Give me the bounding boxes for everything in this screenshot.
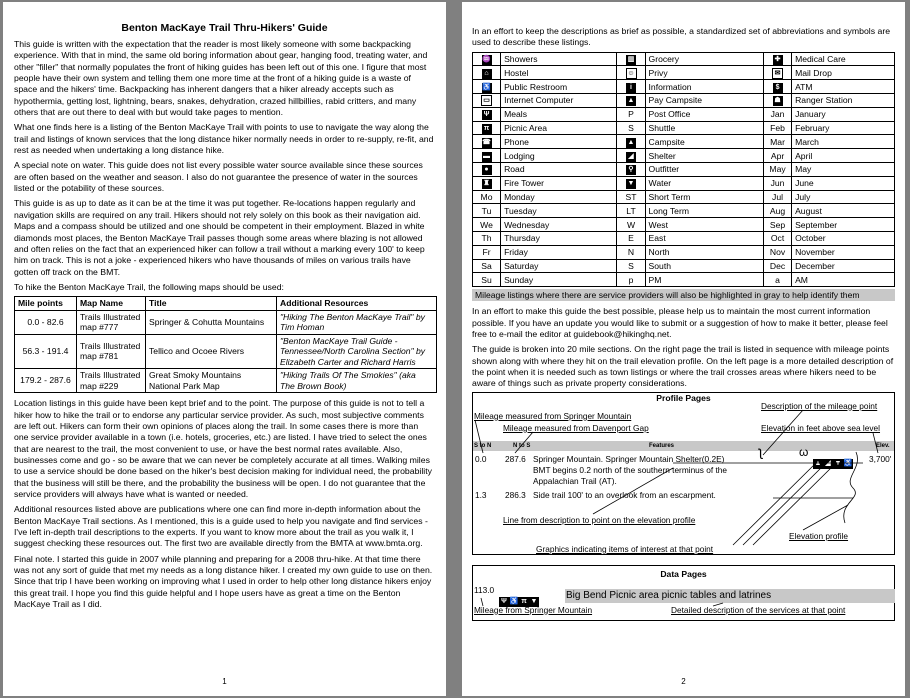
abbr-label: August <box>792 204 895 218</box>
mile-s-to-n: 0.0 <box>475 453 487 464</box>
abbr-label: January <box>792 107 895 121</box>
abbr-symbol-cell <box>764 80 792 94</box>
table-cell: Trails Illustrated map #781 <box>77 334 146 369</box>
n-to-s-header: N to S <box>513 442 531 449</box>
privy-icon: ☺ <box>627 69 635 77</box>
abbr-code: Sa <box>473 259 501 273</box>
abbr-row <box>473 149 895 163</box>
table-cell: Tellico and Ocoee Rivers <box>146 334 277 369</box>
abbr-code: S <box>617 121 645 135</box>
abbr-label: April <box>792 149 895 163</box>
abbr-label: ATM <box>792 80 895 94</box>
table-cell: "Benton MacKaye Trail Guide - Tennessee/North Carolina Section" by Elizabeth Carter and Richard Harris <box>277 334 437 369</box>
abbr-label: Shelter <box>645 149 763 163</box>
restroom-icon: ♿ <box>482 83 491 91</box>
abbr-code: May <box>764 163 792 177</box>
abbr-label: Shuttle <box>645 121 763 135</box>
table-cell: Trails Illustrated map #777 <box>77 310 146 334</box>
detailed-description-label: Detailed description of the services at that point <box>671 604 846 615</box>
abbr-row <box>473 94 895 108</box>
intro-paragraph: This guide is written with the expectation that the reader is most likely someone with some backpacking experience. With that in mind, the same old boring information about gear, hanging food, treating water, and other "filler" that normally populates the front of hiking guides has been left out of this one. I figure that most people have their own system and telling them one more time at the front of a hiking guide is a waste of space and the hikers' time. Backpacking has inherent dangers that a hiker already accepts such as hypothermia, getting lost, lightning, bears, snakes, dehydration, crazed hillbillies, rabid critters, and many others that are out there to deal with but would take pages to mention. <box>14 39 428 118</box>
abbr-label: Wednesday <box>501 218 617 232</box>
abbr-label: North <box>645 245 763 259</box>
table-cell: "Hiking The Benton MacKaye Trail" by Tim Homan <box>277 310 437 334</box>
abbr-row <box>473 204 895 218</box>
abbr-code: Apr <box>764 149 792 163</box>
graphics-label: Graphics indicating items of interest at that point <box>536 543 714 554</box>
abbr-row <box>473 190 895 204</box>
mile-n-to-s: 286.3 <box>505 489 526 500</box>
abbr-symbol-cell <box>617 80 645 94</box>
abbr-code: Aug <box>764 204 792 218</box>
abbr-symbol-cell <box>473 163 501 177</box>
abbr-label: Tuesday <box>501 204 617 218</box>
table-header: Title <box>146 297 277 311</box>
abbr-label: Fire Tower <box>501 176 617 190</box>
abbr-code: Feb <box>764 121 792 135</box>
abbr-label: Monday <box>501 190 617 204</box>
abbr-label: Ranger Station <box>792 94 895 108</box>
table-header-row <box>15 297 437 311</box>
data-springer-label: Mileage from Springer Mountain <box>474 604 593 615</box>
abbr-symbol-cell <box>473 80 501 94</box>
abbr-row <box>473 135 895 149</box>
point-description: Side trail 100' to an overlook from an escarpment. <box>533 489 716 500</box>
abbr-row <box>473 273 895 287</box>
abbr-code: We <box>473 218 501 232</box>
water-icon: ▼ <box>627 180 635 188</box>
abbr-symbol-cell <box>617 52 645 66</box>
final-note-paragraph: Final note. I started this guide in 2007 while planning and preparing for a 2008 thru-hike. At that time there was not any sort of guide that met my needs as a long distance hiker. I created my own guide to use on then. Since that trip I have been working on improving what I used in order to help other long distance hikers enjoy this great trail. I hope you find this guide helpful and I hope users have as great a time on the Benton MacKaye Trail as I did. <box>14 553 433 610</box>
abbr-label: West <box>645 218 763 232</box>
abbr-code: P <box>617 107 645 121</box>
campsite-icon: ▲ <box>627 138 635 146</box>
profile-pages-box <box>472 392 895 555</box>
mail-icon: ✉ <box>772 68 783 79</box>
table-row <box>15 334 437 369</box>
picnic-icon: π <box>482 124 492 134</box>
abbr-code: Sep <box>764 218 792 232</box>
abbr-label: March <box>792 135 895 149</box>
abbr-code: Fr <box>473 245 501 259</box>
elevation-header: Elev. <box>876 442 890 449</box>
abbr-label: Showers <box>501 52 617 66</box>
abbr-label: Road <box>501 163 617 177</box>
abbr-code: S <box>617 259 645 273</box>
abbr-symbol-cell <box>473 176 501 190</box>
location-paragraph: Location listings in this guide have been kept brief and to the point. The purpose of this guide is not to tell a hiker how to hike the trail or to endorse any particular service provider. As such, most subjective comments are left out. Hikers can form their own opinions of places along the trail. In some cases there is more than one service provider available in a town (i.e. hotels, groceries, etc.) are listed. I have tried to select the ones that are nearest to the trail, the most convenient to use, or have the best normal rates available. Also, businesses come and go - so be aware that we can never be completely accurate at all times. Walking miles to use a service should be done based on the hiker's best decision making for individual need, the probability that the business will still be there, and the probability the business will be open. I do not guarantee that the service providers will always have what is wanted or needed. <box>14 398 432 499</box>
svg-text:ʅ: ʅ <box>759 442 763 459</box>
ranger-icon: ☗ <box>774 97 781 105</box>
grocery-icon: ▥ <box>627 56 635 64</box>
abbr-symbol-cell <box>473 52 501 66</box>
s-to-n-header: S to N <box>474 442 492 449</box>
table-cell: "Hiking Trails Of The Smokies" (aka The Brown Book) <box>277 369 437 393</box>
navigation-paragraph: This guide is as up to date as it can be at the time it was put together. Re-locations happen regularly and navigation skills are required on any trail. Hikers should not rely solely on this book as their navigation aid. Maps and a compass should be utilized and one should be competent in their employment. Blazed in white diamonds most places, the Benton MacKaye Trail passes though some areas where blazing is not allowed and often relies on the fact that an experienced hiker can follow a trail without a marking every 100' to keep him on track. This is not a joke - experienced hikers who have thousands of miles on various trails have gotten off track on the BMT. <box>14 198 425 277</box>
abbr-label: Outfitter <box>645 163 763 177</box>
abbr-label: December <box>792 259 895 273</box>
abbr-symbol-cell <box>473 94 501 108</box>
water-icon: ▼ <box>834 459 842 467</box>
abbr-code: Su <box>473 273 501 287</box>
abbr-symbol-cell <box>617 149 645 163</box>
abbr-code: Mar <box>764 135 792 149</box>
shower-icon: ♒ <box>482 56 491 64</box>
abbr-row <box>473 121 895 135</box>
abbr-symbol-cell <box>764 66 792 80</box>
abbr-label: November <box>792 245 895 259</box>
mile-s-to-n: 1.3 <box>475 489 487 500</box>
highlight-note: Mileage listings where there are service providers will also be highlighted in gray to help identify them <box>472 289 895 301</box>
maps-intro-paragraph: To hike the Benton MacKaye Trail, the following maps should be used: <box>14 281 284 292</box>
road-icon: ● <box>482 165 492 175</box>
abbr-label: Information <box>645 80 763 94</box>
campsite-icon: ▲ <box>814 459 822 467</box>
data-description: Big Bend Picnic area picnic tables and latrines <box>566 589 772 601</box>
abbr-label: PM <box>645 273 763 287</box>
abbr-row <box>473 232 895 246</box>
abbr-row <box>473 66 895 80</box>
page-1 <box>3 2 446 696</box>
abbr-code: LT <box>617 204 645 218</box>
abbr-row <box>473 218 895 232</box>
page-title: Benton MacKaye Trail Thru-Hikers' Guide <box>121 22 328 34</box>
computer-icon: ▭ <box>481 95 492 106</box>
abbr-label: Thursday <box>501 232 617 246</box>
data-mile: 113.0 <box>474 584 495 595</box>
table-cell: Springer & Cohutta Mountains <box>146 310 277 334</box>
abbr-symbol-cell <box>764 94 792 108</box>
abbr-row <box>473 259 895 273</box>
abbr-label: Meals <box>501 107 617 121</box>
abbr-label: AM <box>792 273 895 287</box>
abbr-row <box>473 163 895 177</box>
table-header: Map Name <box>77 297 146 311</box>
table-header: Mile points <box>15 297 77 311</box>
profile-pages-title: Profile Pages <box>656 392 711 403</box>
mile-n-to-s: 287.6 <box>505 453 526 464</box>
lodging-icon: ▬ <box>483 152 491 160</box>
abbr-code: a <box>764 273 792 287</box>
svg-text:ω: ω <box>799 444 809 459</box>
abbr-code: Jun <box>764 176 792 190</box>
table-cell: 0.0 - 82.6 <box>15 310 77 334</box>
abbr-symbol-cell <box>617 176 645 190</box>
features-header: Features <box>649 442 675 449</box>
abbr-code: Th <box>473 232 501 246</box>
abbr-label: Water <box>645 176 763 190</box>
feedback-paragraph <box>472 306 895 340</box>
page-2 <box>462 2 905 696</box>
data-annotations <box>473 566 894 620</box>
table-row <box>15 369 437 393</box>
point-description: Springer Mountain. Springer Mountain Shelter(0.2E) <box>533 453 725 464</box>
description-label: Description of the mileage point <box>761 400 878 411</box>
abbr-code: p <box>617 273 645 287</box>
abbr-label: May <box>792 163 895 177</box>
hostel-icon: ⌂ <box>482 69 492 79</box>
abbr-code: Tu <box>473 204 501 218</box>
table-cell: 56.3 - 191.4 <box>15 334 77 369</box>
abbr-label: Campsite <box>645 135 763 149</box>
abbr-symbol-cell <box>473 149 501 163</box>
abbr-symbol-cell <box>617 135 645 149</box>
abbreviations-intro: In an effort to keep the descriptions as brief as possible, a standardized set of abbreviations and symbols are used to describe these listings. <box>472 26 891 48</box>
abbr-code: N <box>617 245 645 259</box>
table-cell: Great Smoky Mountains National Park Map <box>146 369 277 393</box>
abbr-label: September <box>792 218 895 232</box>
abbr-code: Oct <box>764 232 792 246</box>
abbr-label: Long Term <box>645 204 763 218</box>
abbr-label: South <box>645 259 763 273</box>
abbr-row <box>473 80 895 94</box>
abbr-code: Nov <box>764 245 792 259</box>
water-paragraph: A special note on water. This guide does not list every possible water source available since these sources are often based on the weather and season. I also do not guarantee the presence of water in the sources listed or the potability of these sources. <box>14 160 423 194</box>
structure-paragraph: The guide is broken into 20 mile sections. On the right page the trail is listed in sequence with mileage points shown along with where they hit on the trail elevation profile. On the left page is a more detailed description of the point when it is needed such as town listings or where the trail crosses areas where hikers need to be aware of things such as private property considerations. <box>472 344 894 389</box>
abbr-symbol-cell <box>473 66 501 80</box>
page-number: 1 <box>222 677 227 686</box>
abbr-code: W <box>617 218 645 232</box>
picnic-icon: π <box>519 597 529 607</box>
abbreviations-table <box>472 52 895 288</box>
abbr-label: Mail Drop <box>792 66 895 80</box>
abbr-label: Medical Care <box>792 52 895 66</box>
table-cell: 179.2 - 287.6 <box>15 369 77 393</box>
abbr-label: Hostel <box>501 66 617 80</box>
water-icon: ▼ <box>530 597 538 605</box>
abbr-label: East <box>645 232 763 246</box>
meals-icon: Ψ <box>499 597 509 607</box>
abbr-label: Post Office <box>645 107 763 121</box>
profile-annotations <box>473 393 894 554</box>
abbr-label: June <box>792 176 895 190</box>
abbr-label: Friday <box>501 245 617 259</box>
pay-campsite-icon: ▲ <box>627 97 635 105</box>
abbr-label: Pay Campsite <box>645 94 763 108</box>
shelter-icon: ◢ <box>626 152 636 162</box>
fire-tower-icon: ♜ <box>483 180 490 188</box>
abbr-row <box>473 52 895 66</box>
elevation-value: 3,700' <box>869 453 892 464</box>
feedback-text: In an effort to make this guide the best possible, please help us to maintain the most current information possible. If you have an update you would like to submit or a suggestion of how to make it better, please feel free to e-mail the editor at guidebook@hikinghq.net. <box>472 306 888 339</box>
point-description: Appalachian Trail (AT). <box>533 475 617 486</box>
medical-icon: ✚ <box>773 55 783 65</box>
data-pages-title: Data Pages <box>660 568 707 579</box>
abbr-label: Sunday <box>501 273 617 287</box>
resources-paragraph: Additional resources listed above are publications where one can find more in-depth information about the Benton MacKaye Trail sections. As I mentioned, this is a guide used to help you navigate and find services - I've left in-depth trail descriptions to the experts. If you want to know more about the trail as you walk it, I suggest checking these resources out. The first two are available directly from the BMTA at www.bmta.org. <box>14 504 428 549</box>
data-pages-box <box>472 565 895 621</box>
abbr-label: Privy <box>645 66 763 80</box>
maps-table <box>14 296 437 393</box>
phone-icon: ☎ <box>482 138 491 146</box>
abbr-label: Picnic Area <box>501 121 617 135</box>
abbr-label: Lodging <box>501 149 617 163</box>
abbr-symbol-cell <box>473 121 501 135</box>
elevation-label: Elevation in feet above sea level <box>761 422 881 433</box>
outfitter-icon: ⚲ <box>626 165 636 175</box>
listing-paragraph: What one finds here is a listing of the Benton MacKaye Trail with points to use to navigate the way along the trail and listings of known services that the long distance hiker normally needs in order to re-supply, re-fit, and rest as needed when undertaking a long distance hike. <box>14 122 434 156</box>
elevation-profile-label: Elevation profile <box>789 530 849 541</box>
abbr-label: October <box>792 232 895 246</box>
abbr-row <box>473 176 895 190</box>
table-header: Additional Resources <box>277 297 437 311</box>
abbr-label: Phone <box>501 135 617 149</box>
restroom-icon: ♿ <box>843 459 853 467</box>
abbr-symbol-cell <box>617 94 645 108</box>
page-number: 2 <box>681 677 686 686</box>
abbr-row <box>473 245 895 259</box>
meals-icon: Ψ <box>482 110 492 120</box>
atm-icon: $ <box>773 83 783 93</box>
abbr-code: Jul <box>764 190 792 204</box>
abbr-label: Grocery <box>645 52 763 66</box>
line-label: Line from description to point on the elevation profile <box>503 514 696 525</box>
abbr-symbol-cell <box>473 107 501 121</box>
information-icon: i <box>626 83 636 93</box>
abbr-label: Short Term <box>645 190 763 204</box>
point-description: BMT begins 0.2 north of the southern terminus of the <box>533 464 728 475</box>
abbr-code: Jan <box>764 107 792 121</box>
davenport-mileage-label: Mileage measured from Davenport Gap <box>503 422 649 433</box>
abbr-label: July <box>792 190 895 204</box>
abbr-code: ST <box>617 190 645 204</box>
restroom-icon: ♿ <box>509 597 519 605</box>
abbr-symbol-cell <box>617 66 645 80</box>
table-cell: Trails Illustrated map #229 <box>77 369 146 393</box>
abbr-code: Mo <box>473 190 501 204</box>
abbr-label: Public Restroom <box>501 80 617 94</box>
abbr-symbol-cell <box>473 135 501 149</box>
abbr-row <box>473 107 895 121</box>
abbr-symbol-cell <box>617 163 645 177</box>
abbr-code: E <box>617 232 645 246</box>
abbr-label: Internet Computer <box>501 94 617 108</box>
abbr-label: Saturday <box>501 259 617 273</box>
shelter-icon: ◢ <box>823 459 833 469</box>
abbr-symbol-cell <box>764 52 792 66</box>
springer-mileage-label: Mileage measured from Springer Mountain <box>474 410 632 421</box>
abbr-code: Dec <box>764 259 792 273</box>
table-row <box>15 310 437 334</box>
abbr-label: February <box>792 121 895 135</box>
